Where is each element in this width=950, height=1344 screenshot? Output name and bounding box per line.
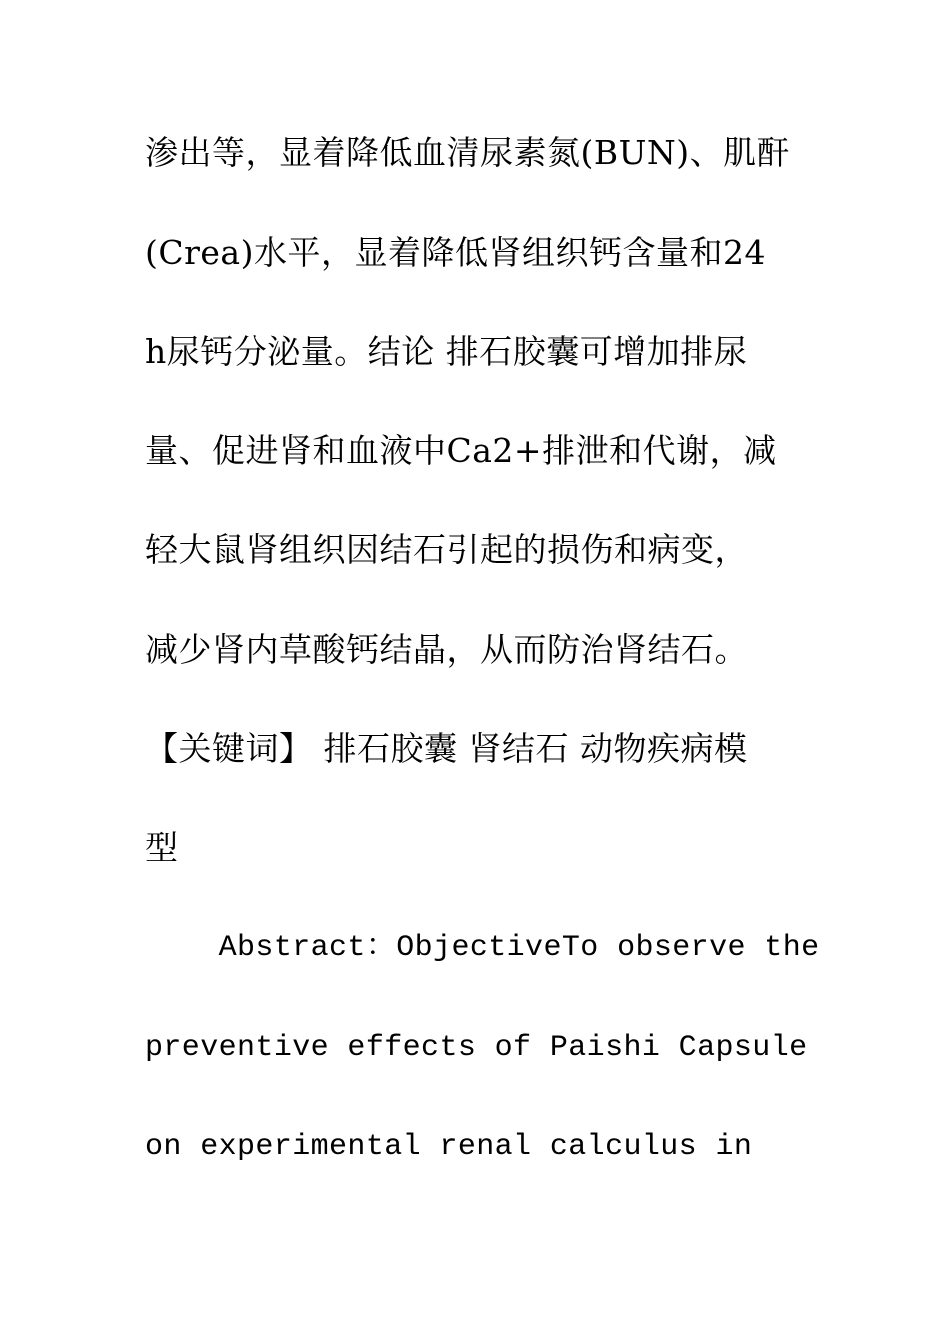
- keywords-line-2: 型: [145, 828, 179, 867]
- abstract-zh-line-3: h尿钙分泌量。结论 排石胶囊可增加排尿: [145, 332, 748, 371]
- keywords-list: 排石胶囊 肾结石 动物疾病模: [312, 729, 748, 768]
- abstract-zh-line-6: 减少肾内草酸钙结晶，从而防治肾结石。: [145, 630, 748, 669]
- abstract-zh-line-1: 渗出等，显着降低血清尿素氮(BUN)、肌酐: [145, 133, 791, 172]
- abstract-zh-line-2: (Crea)水平，显着降低肾组织钙含量和24: [145, 233, 766, 272]
- abstract-zh-line-5: 轻大鼠肾组织因结石引起的损伤和病变，: [145, 530, 748, 569]
- keywords-line: [145, 729, 805, 768]
- abstract-en-line-2: preventive effects of Paishi Capsule: [145, 1031, 808, 1065]
- abstract-zh-line-4: 量、促进肾和血液中Ca2+排泄和代谢，减: [145, 431, 777, 470]
- keywords-label: 【关键词】: [145, 729, 313, 768]
- abstract-en-line-3: on experimental renal calculus in: [145, 1130, 753, 1164]
- abstract-en-line-1: Abstract：ObjectiveTo observe the: [145, 931, 820, 965]
